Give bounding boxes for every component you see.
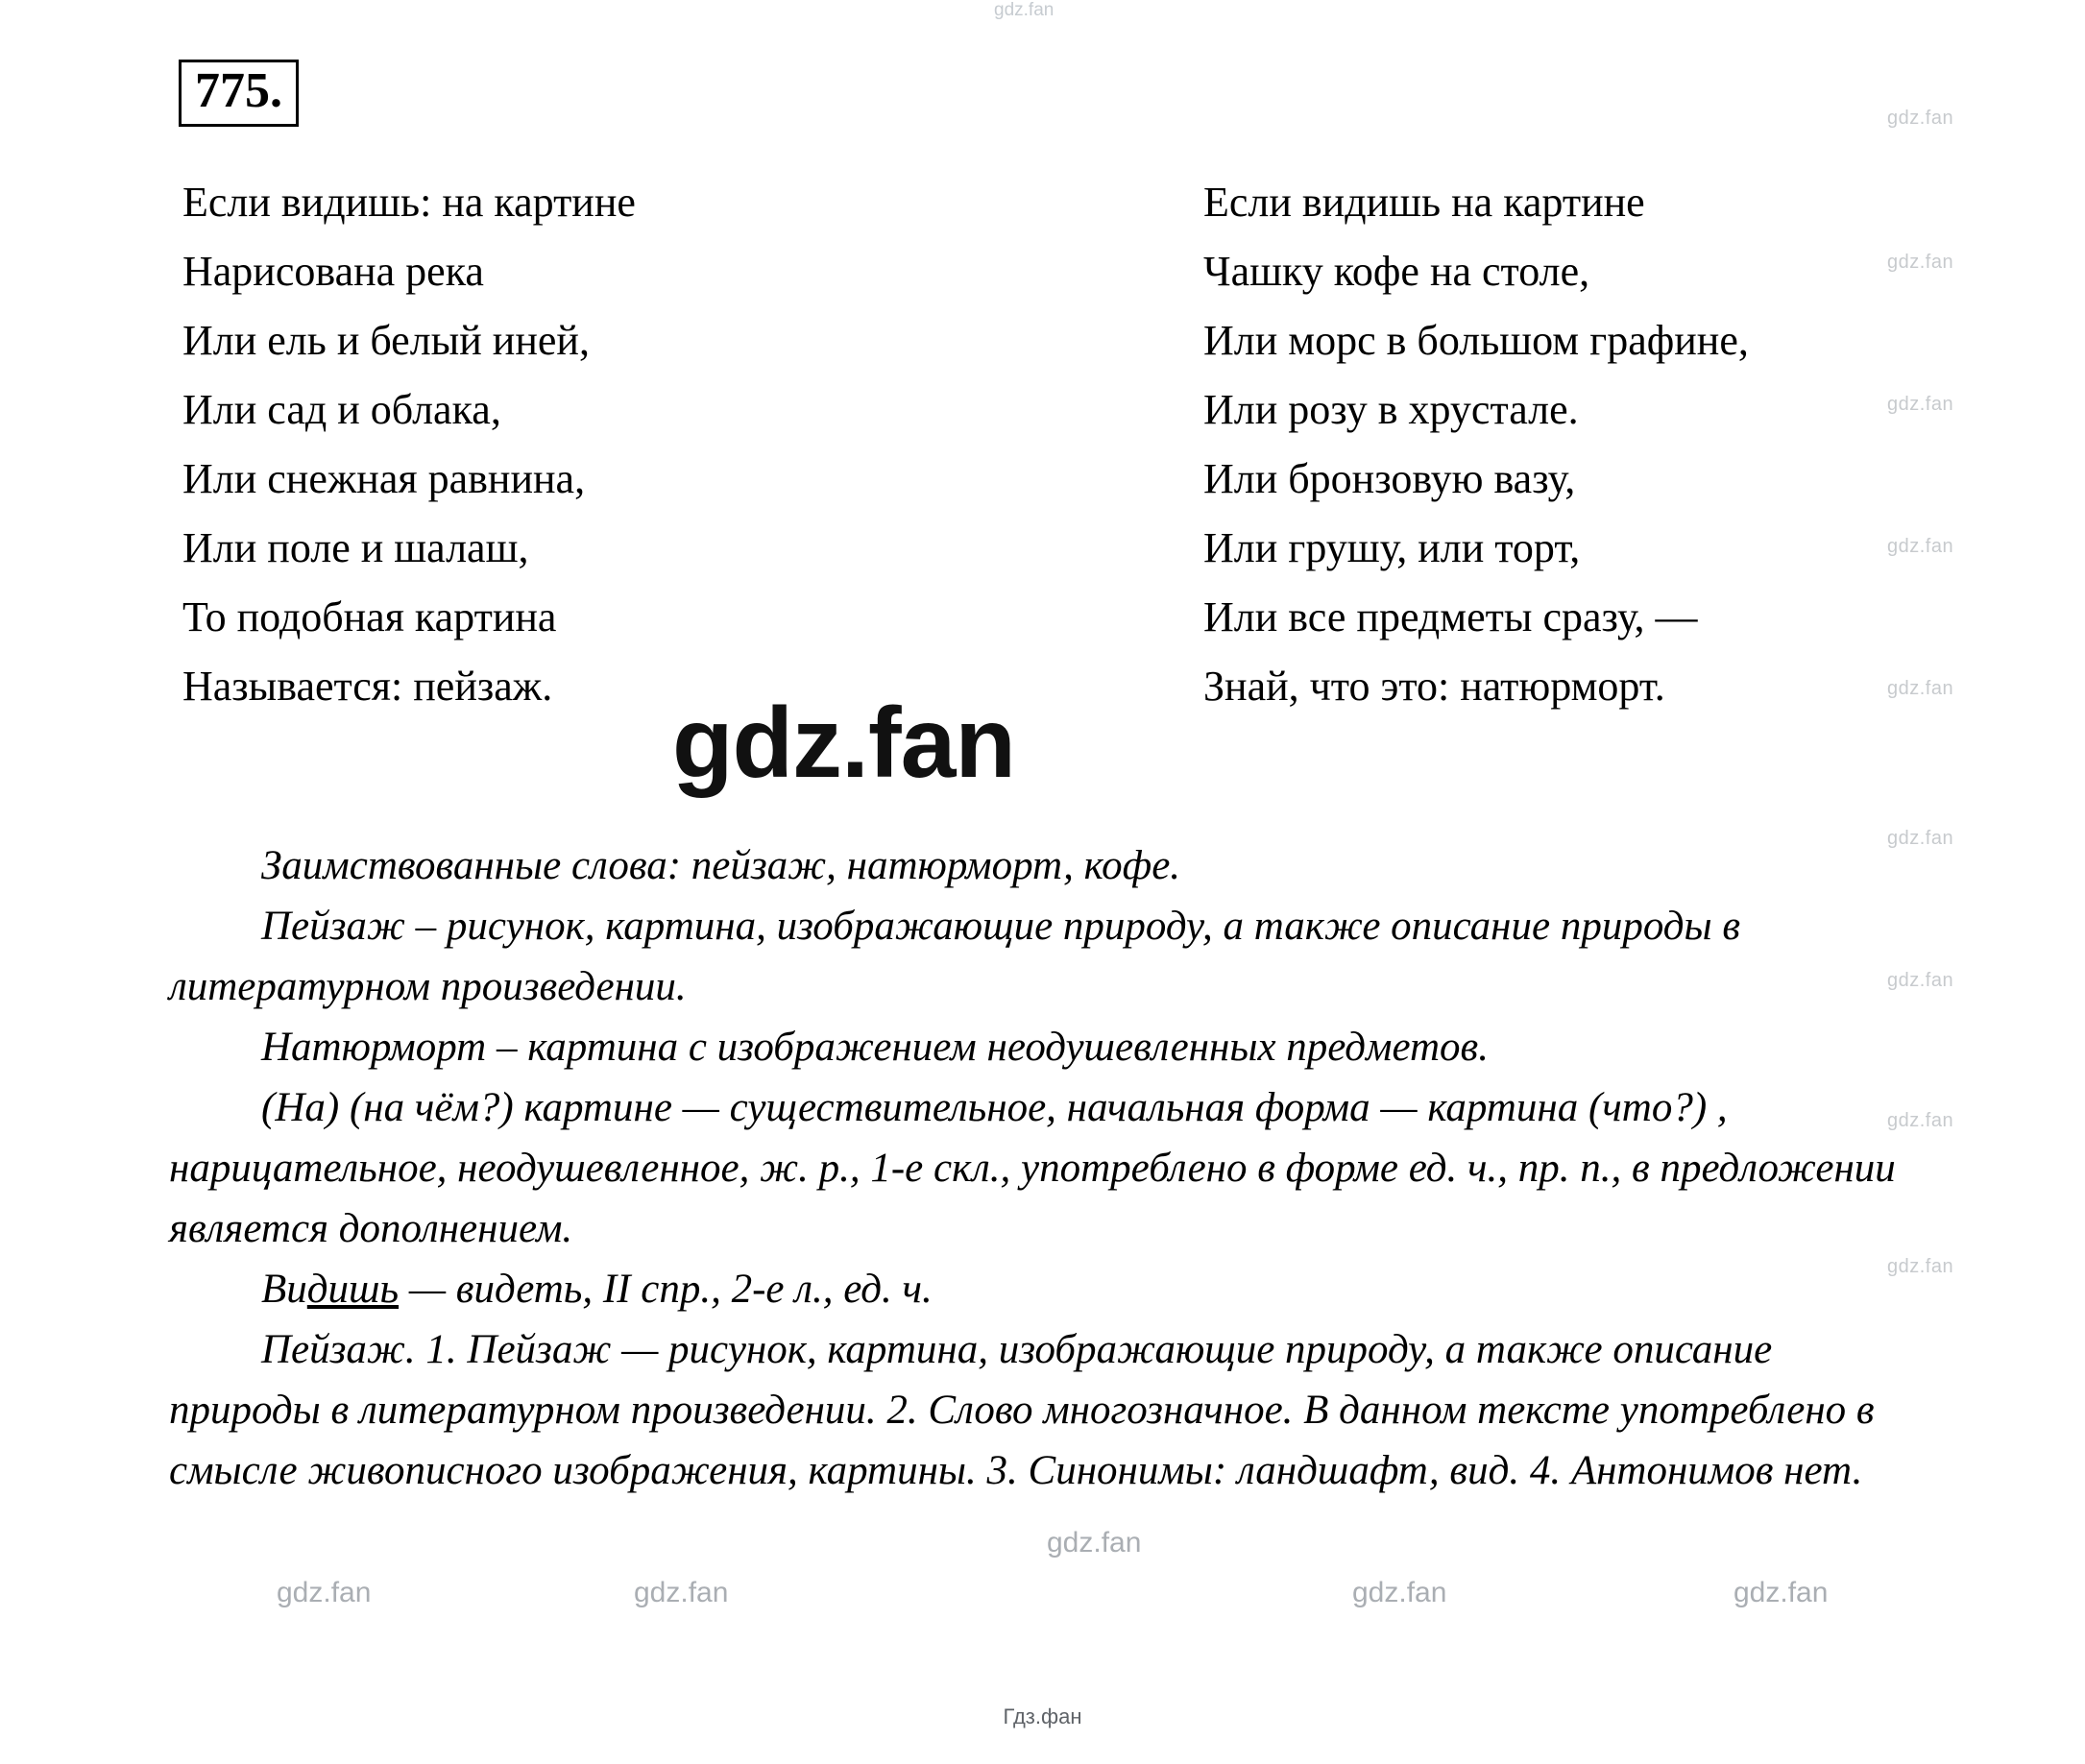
poem-line: Знай, что это: натюрморт. bbox=[1203, 663, 1665, 710]
watermark-side: gdz.fan bbox=[1887, 394, 1954, 415]
watermark-side: gdz.fan bbox=[1887, 970, 1954, 991]
watermark-inline: gdz.fan bbox=[1352, 1577, 1447, 1608]
poem-line: Или ель и белый иней, bbox=[182, 317, 590, 364]
poem-line: Или снежная равнина, bbox=[182, 455, 586, 502]
poem-line: То подобная картина bbox=[182, 593, 557, 640]
poem-line: Или морс в большом графине, bbox=[1203, 317, 1749, 364]
analysis-paragraph-verb-parsing bbox=[169, 1259, 1927, 1319]
poem-line: Если видишь на картине bbox=[1203, 179, 1645, 226]
poem-line: Чашку кофе на столе, bbox=[1203, 248, 1590, 295]
watermark-side: gdz.fan bbox=[1887, 1110, 1954, 1131]
watermark-inline: gdz.fan bbox=[634, 1577, 729, 1608]
poem-line: Или розу в хрустале. bbox=[1203, 386, 1579, 433]
watermark-side: gdz.fan bbox=[1887, 252, 1954, 273]
watermark-side: gdz.fan bbox=[1887, 678, 1954, 699]
poem-line: Нарисована река bbox=[182, 248, 484, 295]
analysis-paragraph-noun-parsing: (На) (на чём?) картине — существительное, начальная форма — картина (что?) , нарицательное, неодушевленное, ж. р., 1-е скл., употреблено в форме ед. ч., пр. п., в предложении является дополнением. bbox=[169, 1085, 1896, 1251]
watermark-inline: gdz.fan bbox=[1047, 1527, 1142, 1559]
page-footer: Гдз.фан bbox=[1003, 1704, 1082, 1728]
poem-line: Или сад и облака, bbox=[182, 386, 501, 433]
analysis-paragraph-borrowed-words: Заимствованные слова: пейзаж, натюрморт, кофе. bbox=[261, 843, 1181, 888]
poem-left-column bbox=[182, 168, 636, 721]
poem-right-column bbox=[1203, 168, 1749, 721]
poem-line: Или поле и шалаш, bbox=[182, 524, 529, 571]
poem-line: Называется: пейзаж. bbox=[182, 663, 553, 710]
poem-line: Или грушу, или торт, bbox=[1203, 524, 1581, 571]
watermark-inline: gdz.fan bbox=[277, 1577, 372, 1608]
analysis-block bbox=[169, 835, 1927, 1501]
watermark-side: gdz.fan bbox=[1887, 536, 1954, 557]
verb-rest: — видеть, II спр., 2-е л., ед. ч. bbox=[399, 1267, 933, 1312]
exercise-number: 775. bbox=[179, 60, 299, 127]
watermark-inline: gdz.fan bbox=[1733, 1577, 1829, 1608]
poem-line: Если видишь: на картине bbox=[182, 179, 636, 226]
verb-underlined-part: дишь bbox=[306, 1267, 400, 1312]
watermark-brand-large: gdz.fan bbox=[672, 688, 1015, 799]
poem-line: Или бронзовую вазу, bbox=[1203, 455, 1576, 502]
analysis-paragraph-natyurmort-definition: Натюрморт – картина с изображением неодушевленных предметов. bbox=[261, 1025, 1489, 1070]
poem-line: Или все предметы сразу, — bbox=[1203, 593, 1698, 640]
watermark-side: gdz.fan bbox=[1887, 828, 1954, 849]
watermark-side: gdz.fan bbox=[1887, 108, 1954, 129]
analysis-paragraph-peyzazh-definition: Пейзаж – рисунок, картина, изображающие природу, а также описание природы в литературном произведении. bbox=[169, 904, 1741, 1009]
verb-prefix: Ви bbox=[261, 1267, 307, 1312]
watermark-side: gdz.fan bbox=[1887, 1256, 1954, 1277]
analysis-paragraph-lexical-analysis: Пейзаж. 1. Пейзаж — рисунок, картина, изображающие природу, а также описание природы в литературном произведении. 2. Слово многозначное. В данном тексте употреблено в смысле живописного изображения, картины. 3. Синонимы: ландшафт, вид. 4. Антонимов нет. bbox=[169, 1327, 1875, 1493]
watermark-top: gdz.fan bbox=[994, 0, 1055, 20]
